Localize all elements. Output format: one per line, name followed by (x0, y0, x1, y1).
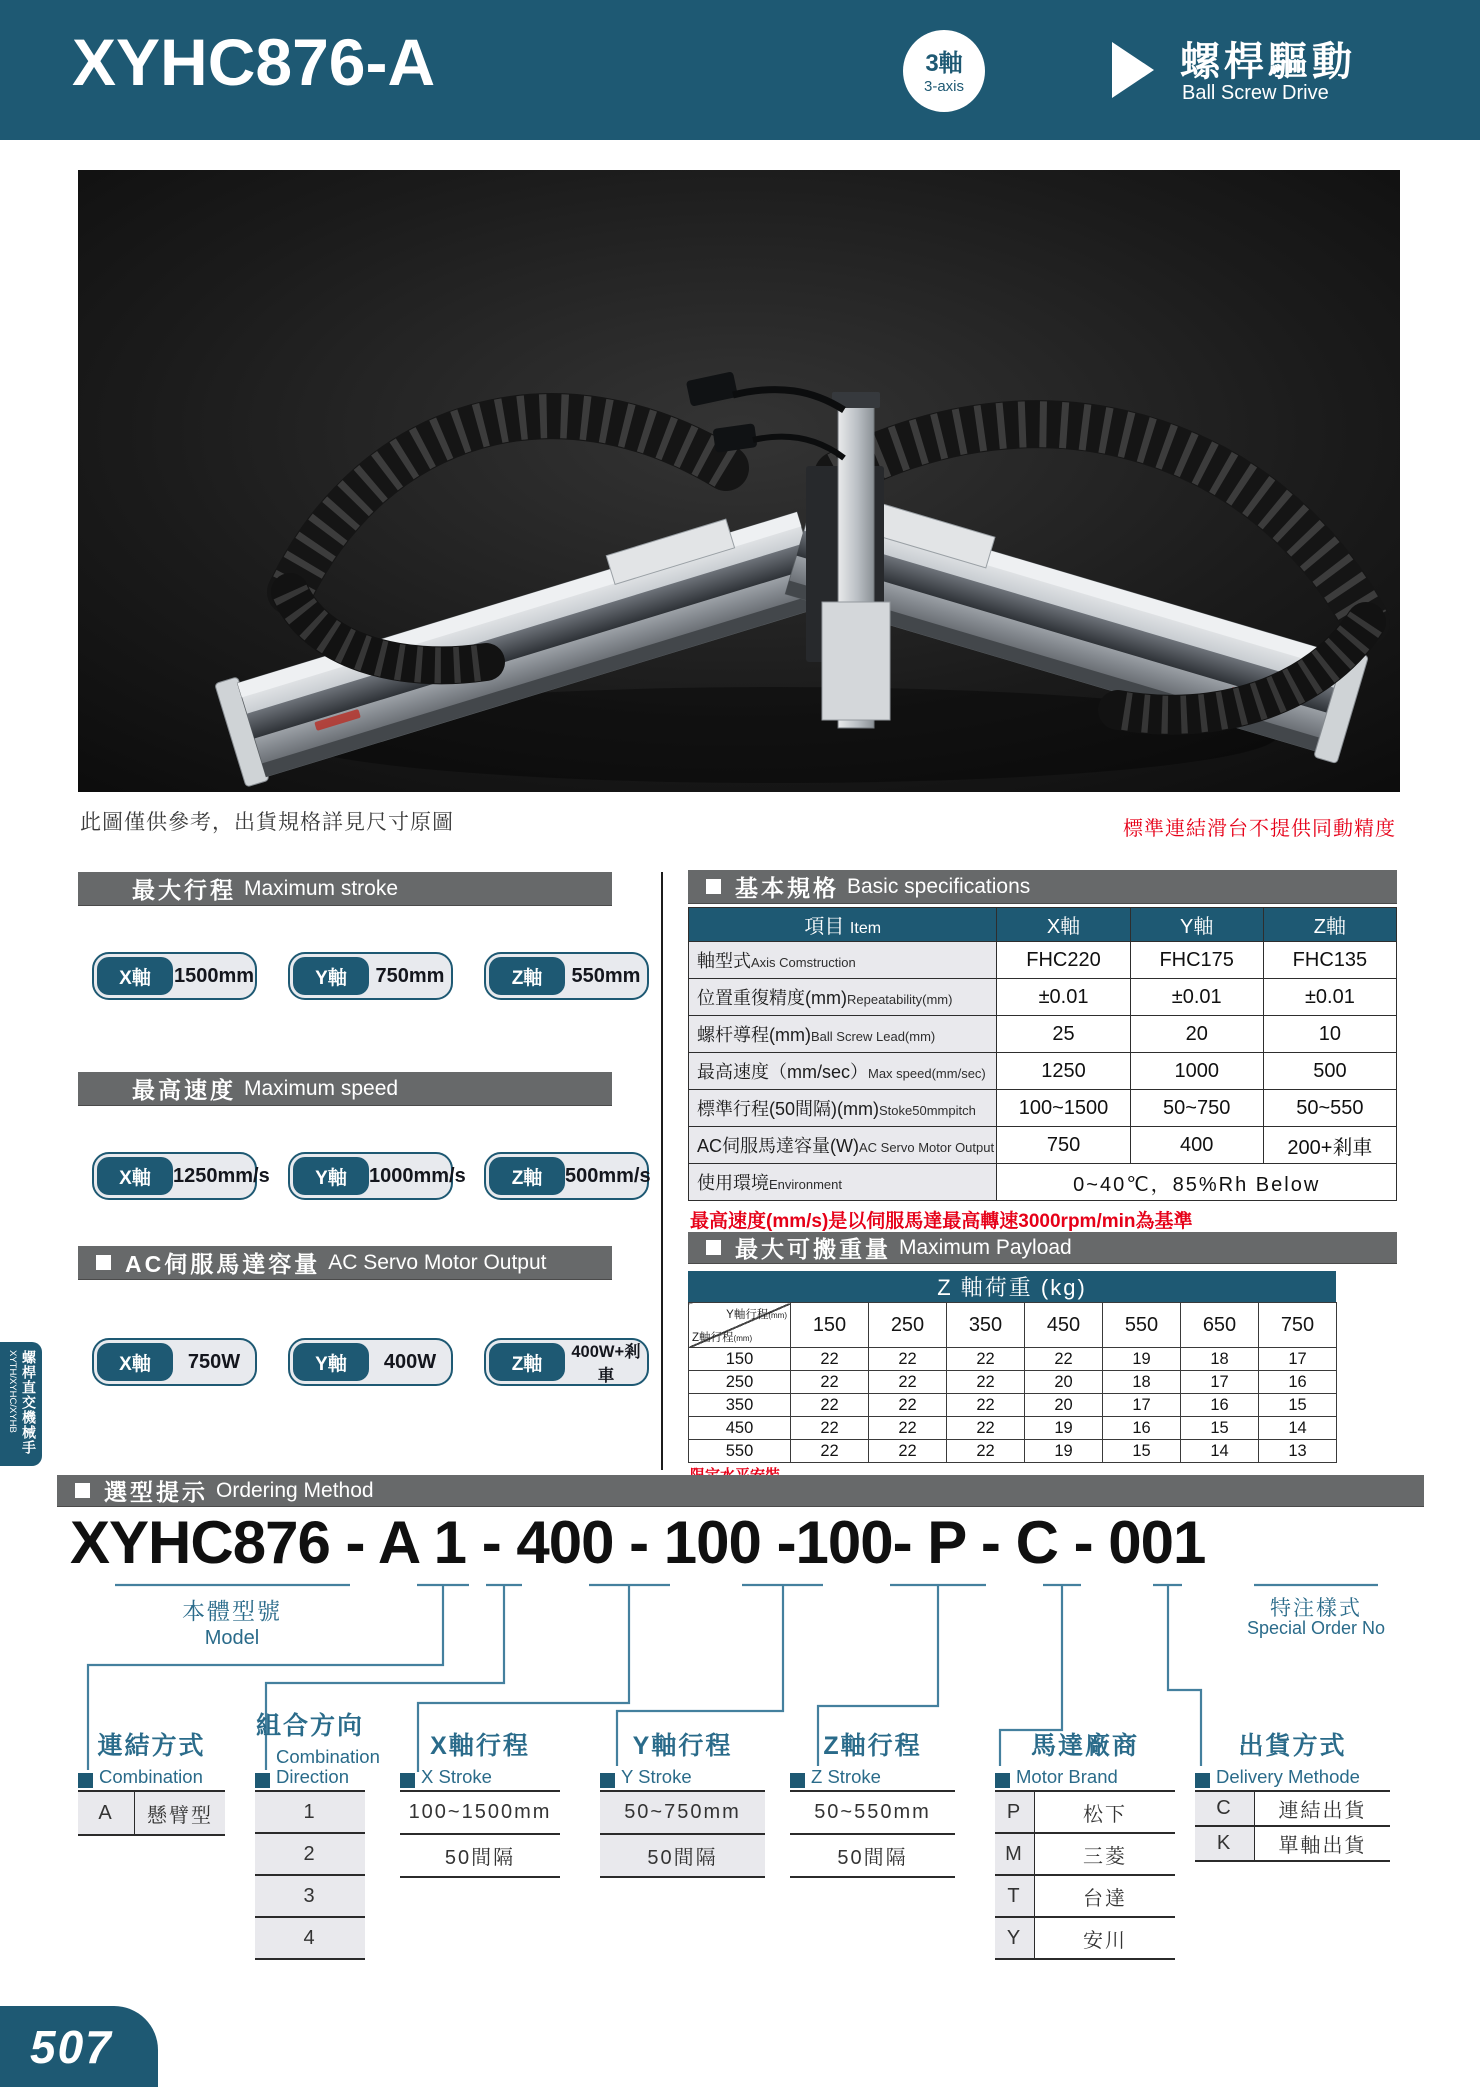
axis-label: Z軸 (489, 957, 565, 995)
group-row (600, 1835, 765, 1878)
spec-row (689, 1053, 1397, 1090)
spec-cell: Y軸 (1130, 908, 1263, 942)
page-number: 507 (30, 2021, 113, 2073)
arrow-right-icon (1112, 42, 1154, 98)
group-value-cell: 1 (255, 1792, 365, 1832)
section-max-speed (78, 1072, 612, 1105)
page-number-tab (0, 2006, 158, 2087)
payload-cell: 22 (947, 1371, 1025, 1394)
group-table (255, 1790, 365, 1960)
payload-cell: 18 (1181, 1348, 1259, 1371)
group-value-cell: 50~750mm (600, 1792, 765, 1833)
axis-count-zh: 3軸 (925, 50, 963, 77)
group-row (600, 1792, 765, 1835)
group-value-cell: 50間隔 (837, 1847, 908, 1869)
spec-cell: 標準行程(50間隔)(mm)Stoke50mmpitch (689, 1090, 997, 1127)
axis-value: 400W (383, 1350, 437, 1373)
group-table (600, 1790, 765, 1878)
group-x-stroke (400, 1712, 560, 1878)
axis-label: Y軸 (293, 1343, 369, 1381)
group-title-en: Z Stroke (811, 1766, 881, 1788)
spec-cell: 25 (997, 1016, 1130, 1053)
axis-count-en: 3-axis (923, 78, 964, 95)
axis-value: 400W+剎車 (571, 1343, 641, 1385)
group-y-stroke (600, 1712, 765, 1878)
photo-disclaimer: 此圖僅供參考，出貨規格詳見尺寸原圖 (80, 811, 454, 834)
group-code-cell: K (1195, 1827, 1255, 1860)
payload-row (689, 1417, 1337, 1440)
axis-value: 1500mm (173, 964, 255, 987)
spec-header-row (689, 908, 1397, 942)
payload-cell: 15 (1103, 1440, 1181, 1463)
group-row (255, 1918, 365, 1960)
group-table (78, 1790, 225, 1836)
spec-cell: 軸型式Axis Comstruction (689, 942, 997, 979)
spec-row (689, 979, 1397, 1016)
group-table (400, 1790, 560, 1878)
square-bullet-icon (75, 1483, 90, 1498)
payload-cell: 22 (947, 1417, 1025, 1440)
payload-cell: 22 (791, 1348, 869, 1371)
stroke-badge-y (288, 952, 453, 1000)
spec-cell: 最高速度（mm/sec）Max speed(mm/sec) (689, 1053, 997, 1090)
payload-cell: 22 (869, 1394, 947, 1417)
payload-cell: 18 (1103, 1371, 1181, 1394)
speed-basis-note: 最高速度(mm/s)是以伺服馬達最高轉速3000rpm/min為基準 (690, 1211, 1193, 1232)
group-code-cell: A (78, 1792, 135, 1834)
series-side-tab (0, 1342, 42, 1466)
ordering-model-string: XYHC876 - A 1 - 400 - 100 -100- P - C - 001 (70, 1509, 1206, 1576)
group-row (78, 1792, 225, 1836)
payload-cell: 250 (689, 1371, 791, 1394)
payload-cell: 17 (1181, 1371, 1259, 1394)
series-side-tab-zh: 螺桿直交機械手 (21, 1350, 37, 1455)
stroke-badge-z (484, 952, 649, 1000)
axis-label: X軸 (97, 1343, 173, 1381)
group-value-cell: 松下 (1083, 1803, 1127, 1826)
square-bullet-icon (96, 1255, 111, 1270)
axis-count-badge (903, 30, 985, 112)
payload-cell: 19 (1025, 1440, 1103, 1463)
group-value-cell: 懸臂型 (135, 1792, 225, 1834)
motor-badge-y (288, 1338, 453, 1386)
spec-cell: 100~1500 (997, 1090, 1130, 1127)
group-z-stroke (790, 1712, 955, 1878)
group-title-zh: 連結方式 (97, 1732, 206, 1761)
spec-cell: FHC175 (1130, 942, 1263, 979)
group-motor-brand (995, 1712, 1175, 1960)
section-max-stroke (78, 872, 612, 905)
spec-cell: 1250 (997, 1053, 1130, 1090)
section-title-en: AC Servo Motor Output (328, 1250, 547, 1274)
group-title-zh: Y軸行程 (632, 1732, 733, 1761)
axis-value: 550mm (571, 964, 641, 987)
payload-cell: 150 (689, 1348, 791, 1371)
section-title-en: Maximum stroke (244, 876, 399, 900)
payload-cell: 15 (1181, 1417, 1259, 1440)
payload-cell: 22 (869, 1371, 947, 1394)
spec-cell: 750 (997, 1127, 1130, 1164)
group-value-cell: 台達 (1083, 1887, 1127, 1910)
payload-cell: 22 (791, 1394, 869, 1417)
square-bullet-icon (1195, 1773, 1210, 1788)
spec-cell: ±0.01 (1130, 979, 1263, 1016)
spec-cell: 螺杆導程(mm)Ball Screw Lead(mm) (689, 1016, 997, 1053)
payload-cell: 22 (791, 1417, 869, 1440)
spec-cell: 20 (1130, 1016, 1263, 1053)
square-bullet-icon (78, 1773, 93, 1788)
axis-label: Y軸 (293, 957, 369, 995)
spec-cell: Z軸 (1263, 908, 1396, 942)
group-code-cell: M (995, 1834, 1035, 1874)
group-title-zh: X軸行程 (430, 1732, 530, 1761)
square-bullet-icon (600, 1773, 615, 1788)
group-title-en: Motor Brand (1016, 1766, 1118, 1788)
series-side-tab-en: XYTH/XYHC/XYHB (7, 1350, 18, 1433)
spec-cell: X軸 (997, 908, 1130, 942)
spec-row (689, 942, 1397, 979)
axis-label: Z軸 (489, 1157, 565, 1195)
special-order-label-en: Special Order No (1246, 1618, 1386, 1638)
payload-cell: 19 (1103, 1348, 1181, 1371)
group-code-cell: P (995, 1792, 1035, 1832)
model-label-zh: 本體型號 (182, 1598, 282, 1624)
group-combination (78, 1712, 225, 1836)
gantry-robot-illustration (78, 170, 1400, 792)
payload-cell: 350 (689, 1394, 791, 1417)
spec-cell: FHC220 (997, 942, 1130, 979)
payload-cell: 19 (1025, 1417, 1103, 1440)
spec-cell: 400 (1130, 1127, 1263, 1164)
group-row (995, 1876, 1175, 1918)
group-title-en: Combination Direction (276, 1745, 380, 1788)
spec-cell: 0~40℃，85%Rh Below (997, 1164, 1397, 1201)
spec-row (689, 1090, 1397, 1127)
group-title-zh: Z軸行程 (823, 1732, 922, 1761)
spec-row (689, 1127, 1397, 1164)
group-row (400, 1792, 560, 1835)
section-motor-output (78, 1246, 612, 1279)
group-row (790, 1792, 955, 1835)
group-title-zh: 馬達廠商 (1030, 1732, 1139, 1761)
spec-cell: 10 (1263, 1016, 1396, 1053)
payload-diagonal-cell: Y軸行程(mm) Z軸行程(mm) (689, 1303, 791, 1348)
basic-specs-table (688, 907, 1397, 1201)
payload-cell: 14 (1181, 1440, 1259, 1463)
section-title-zh: 最大行程 (132, 877, 236, 903)
group-row (790, 1835, 955, 1878)
speed-badge-x (92, 1152, 270, 1200)
payload-row (689, 1371, 1337, 1394)
payload-table (688, 1302, 1337, 1463)
section-title-zh: AC伺服馬達容量 (125, 1251, 321, 1277)
spec-cell: FHC135 (1263, 942, 1396, 979)
axis-label: Y軸 (293, 1157, 369, 1195)
spec-cell: 50~550 (1263, 1090, 1396, 1127)
square-bullet-icon (400, 1773, 415, 1788)
spec-cell: ±0.01 (997, 979, 1130, 1016)
axis-label: Z軸 (489, 1343, 565, 1381)
drive-type-en: Ball Screw Drive (1182, 82, 1329, 104)
payload-cell: 22 (869, 1440, 947, 1463)
payload-cell: 13 (1259, 1440, 1337, 1463)
group-row (255, 1834, 365, 1876)
payload-cell: 650 (1181, 1303, 1259, 1348)
spec-cell: 200+剎車 (1263, 1127, 1396, 1164)
group-row (995, 1792, 1175, 1834)
special-order-label-zh: 特注樣式 (1270, 1597, 1362, 1620)
model-title: XYHC876-A (72, 25, 436, 99)
payload-cell: 750 (1259, 1303, 1337, 1348)
payload-header-row (689, 1303, 1337, 1348)
payload-cell: 22 (869, 1348, 947, 1371)
square-bullet-icon (255, 1773, 270, 1788)
stroke-badge-x (92, 952, 257, 1000)
square-bullet-icon (995, 1773, 1010, 1788)
spec-cell: 項目 Item (689, 908, 997, 942)
axis-label: X軸 (97, 1157, 173, 1195)
group-value-cell: 三菱 (1083, 1845, 1127, 1868)
axis-value: 750W (187, 1350, 241, 1373)
axis-value: 500mm/s (565, 1164, 651, 1187)
payload-cell: 14 (1259, 1417, 1337, 1440)
spec-cell: AC伺服馬達容量(W)AC Servo Motor Output (689, 1127, 997, 1164)
payload-cell: 450 (689, 1417, 791, 1440)
group-title-en: Y Stroke (621, 1766, 692, 1788)
drive-type-zh: 螺桿驅動 (1180, 40, 1356, 84)
group-row (1195, 1792, 1390, 1827)
group-code-cell: C (1195, 1792, 1255, 1825)
group-value-cell: 安川 (1083, 1929, 1127, 1952)
group-code-cell: Y (995, 1918, 1035, 1958)
section-title-en: Maximum Payload (899, 1235, 1072, 1259)
group-table (995, 1790, 1175, 1960)
axis-label: X軸 (97, 957, 173, 995)
spec-cell: 位置重復精度(mm)Repeatability(mm) (689, 979, 997, 1016)
square-bullet-icon (790, 1773, 805, 1788)
motor-badge-x (92, 1338, 257, 1386)
payload-cell: 22 (791, 1371, 869, 1394)
spec-cell: 1000 (1130, 1053, 1263, 1090)
group-row (255, 1792, 365, 1834)
section-title-zh: 選型提示 (104, 1479, 208, 1505)
payload-cell: 550 (1103, 1303, 1181, 1348)
group-table (790, 1790, 955, 1878)
speed-badge-z (484, 1152, 649, 1200)
payload-cell: 16 (1259, 1371, 1337, 1394)
model-label-en: Model (204, 1627, 260, 1649)
payload-row (689, 1440, 1337, 1463)
group-value-cell: 100~1500mm (408, 1801, 552, 1823)
payload-cell: 550 (689, 1440, 791, 1463)
motor-badge-z (484, 1338, 649, 1386)
payload-cell: 22 (791, 1440, 869, 1463)
axis-value: 1000mm/s (369, 1164, 466, 1187)
payload-cell: 22 (947, 1348, 1025, 1371)
payload-cell: 22 (869, 1417, 947, 1440)
group-value-cell: 2 (255, 1834, 365, 1874)
section-title-en: Basic specifications (847, 874, 1031, 898)
section-title-en: Maximum speed (244, 1076, 399, 1100)
group-row (1195, 1827, 1390, 1862)
payload-cell: 350 (947, 1303, 1025, 1348)
payload-row (689, 1348, 1337, 1371)
group-combination-direction (255, 1711, 380, 1960)
group-row (995, 1918, 1175, 1960)
axis-value: 1250mm/s (173, 1164, 270, 1187)
payload-cell: 15 (1259, 1394, 1337, 1417)
product-photo (78, 170, 1400, 792)
group-value-cell: 50間隔 (444, 1847, 516, 1869)
group-value-cell: 50間隔 (600, 1835, 765, 1876)
group-delivery-method (1195, 1712, 1390, 1862)
page-header (0, 0, 1480, 140)
spec-row (689, 1016, 1397, 1053)
section-title-zh: 基本規格 (735, 875, 839, 901)
payload-cell: 22 (947, 1394, 1025, 1417)
group-value-cell: 4 (255, 1918, 365, 1958)
column-divider (661, 872, 663, 1470)
payload-cell: 20 (1025, 1394, 1103, 1417)
section-title-zh: 最高速度 (132, 1077, 236, 1103)
sync-accuracy-note: 標準連結滑台不提供同動精度 (1123, 818, 1396, 840)
group-value-cell: 連結出貨 (1278, 1800, 1367, 1822)
group-row (400, 1835, 560, 1878)
group-value-cell: 單軸出貨 (1278, 1835, 1367, 1857)
group-title-en: X Stroke (421, 1766, 492, 1788)
section-title-en: Ordering Method (216, 1478, 374, 1502)
group-title-en: Delivery Methode (1216, 1766, 1360, 1788)
group-row (255, 1876, 365, 1918)
payload-cell: 20 (1025, 1371, 1103, 1394)
payload-cell: 450 (1025, 1303, 1103, 1348)
payload-cell: 22 (947, 1440, 1025, 1463)
section-max-payload (688, 1232, 1397, 1263)
group-title-zh: 出貨方式 (1238, 1732, 1347, 1761)
payload-cell: 17 (1259, 1348, 1337, 1371)
square-bullet-icon (706, 1240, 721, 1255)
spec-cell: 500 (1263, 1053, 1396, 1090)
square-bullet-icon (706, 879, 721, 894)
group-value-cell: 50~550mm (814, 1801, 931, 1823)
speed-badge-y (288, 1152, 466, 1200)
group-code-cell: T (995, 1876, 1035, 1916)
payload-table-title: Z 軸荷重 (kg) (688, 1271, 1336, 1302)
payload-cell: 16 (1181, 1394, 1259, 1417)
group-table (1195, 1790, 1390, 1862)
group-row (995, 1834, 1175, 1876)
axis-value: 750mm (375, 964, 445, 987)
group-title-zh: 組合方向 (255, 1711, 364, 1740)
spec-row (689, 1164, 1397, 1201)
section-title-zh: 最大可搬重量 (735, 1236, 891, 1262)
spec-cell: ±0.01 (1263, 979, 1396, 1016)
payload-cell: 16 (1103, 1417, 1181, 1440)
payload-cell: 150 (791, 1303, 869, 1348)
payload-cell: 22 (1025, 1348, 1103, 1371)
payload-cell: 250 (869, 1303, 947, 1348)
spec-cell: 使用環境Environment (689, 1164, 997, 1201)
payload-cell: 17 (1103, 1394, 1181, 1417)
payload-row (689, 1394, 1337, 1417)
section-basic-specs (688, 870, 1397, 903)
group-value-cell: 3 (255, 1876, 365, 1916)
section-ordering-method (57, 1475, 1424, 1506)
spec-cell: 50~750 (1130, 1090, 1263, 1127)
group-title-en: Combination (99, 1766, 203, 1788)
